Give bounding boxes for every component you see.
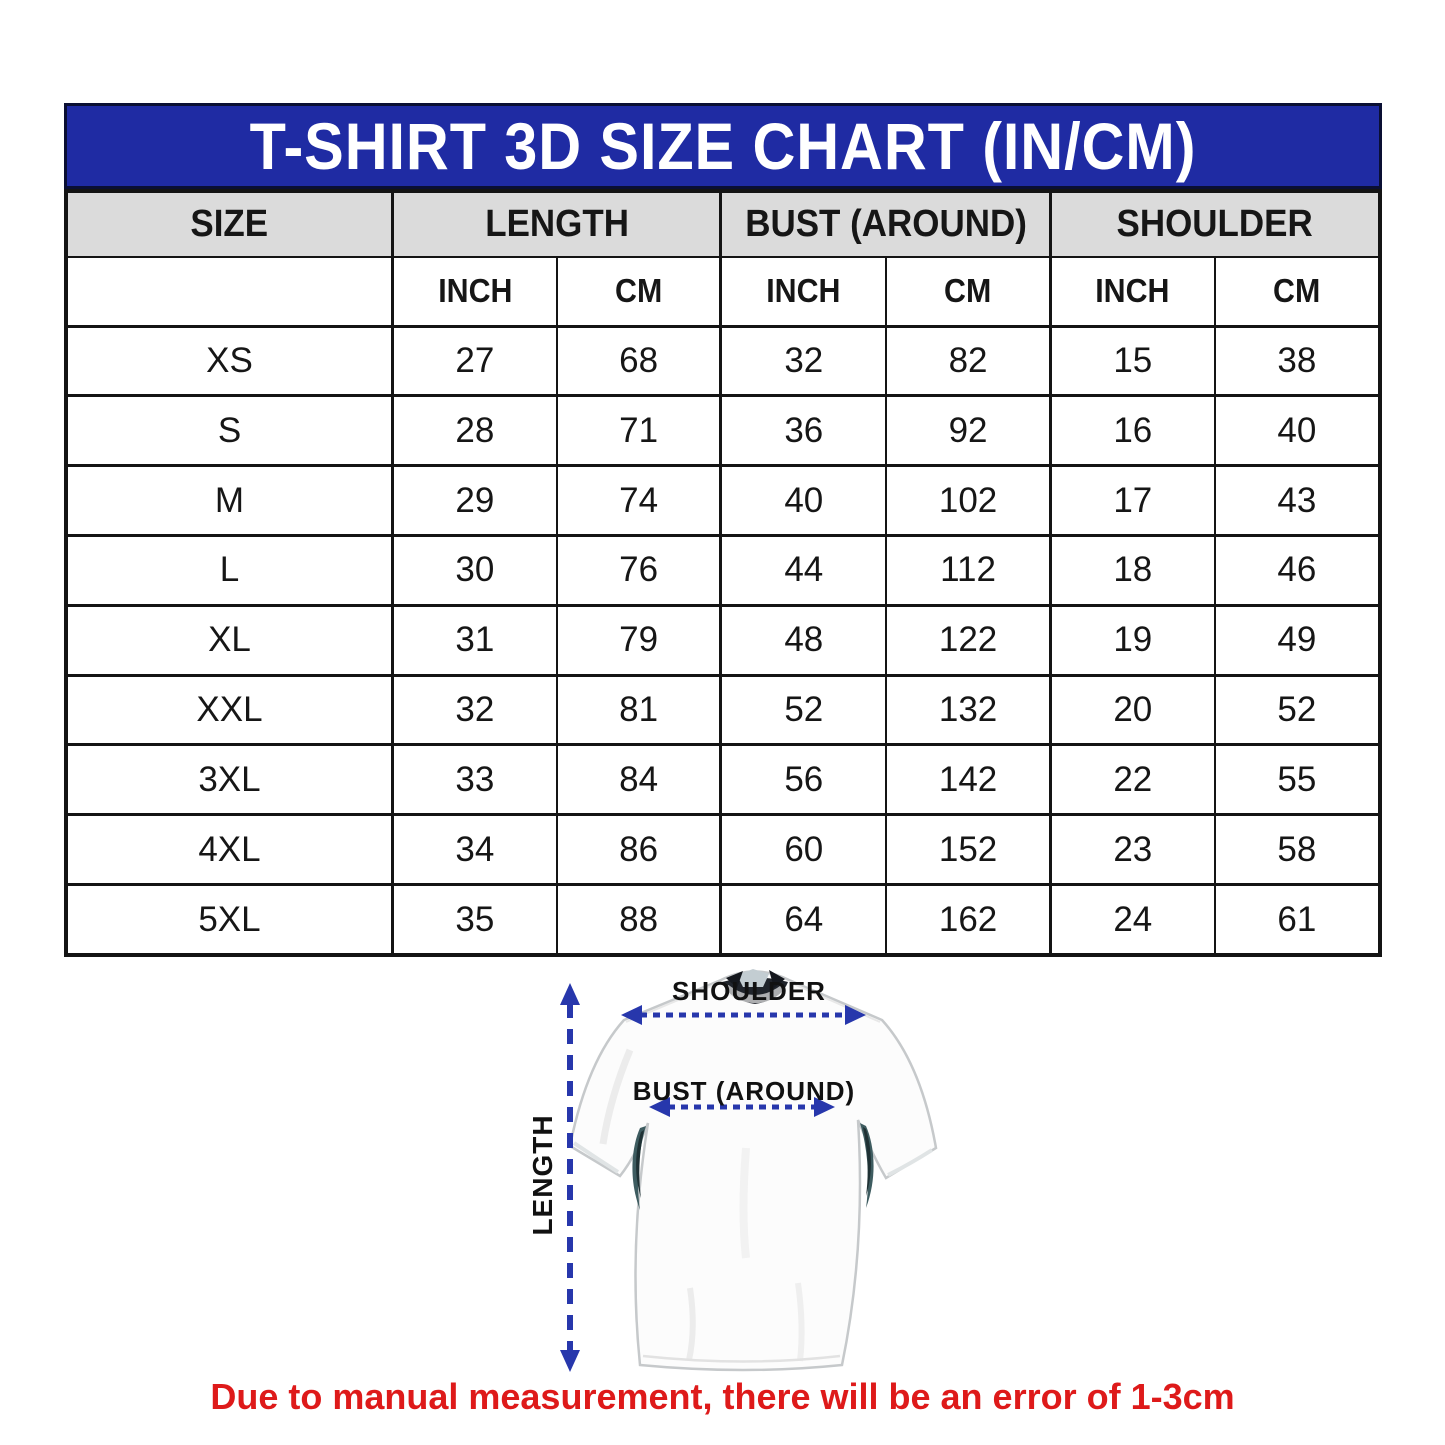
measurement-cell: 30 [392, 536, 556, 606]
measurement-cell: 92 [886, 396, 1050, 466]
measurement-cell: 27 [392, 326, 556, 396]
measurement-cell: 152 [886, 815, 1050, 885]
measurement-cell: 82 [886, 326, 1050, 396]
shoulder-label: SHOULDER [672, 976, 826, 1006]
measurement-cell: 40 [1215, 396, 1380, 466]
size-label-cell: M [66, 466, 392, 536]
measurement-cell: 18 [1050, 536, 1214, 606]
measurement-cell: 132 [886, 675, 1050, 745]
measurement-cell: 56 [721, 745, 886, 815]
size-label-cell: 4XL [66, 815, 392, 885]
measurement-cell: 28 [392, 396, 556, 466]
measurement-cell: 142 [886, 745, 1050, 815]
tshirt-diagram [490, 958, 1130, 1378]
measurement-cell: 112 [886, 536, 1050, 606]
group-header-row [66, 191, 1380, 257]
length-label: LENGTH [527, 1114, 558, 1236]
measurement-cell: 162 [886, 885, 1050, 955]
size-label-cell: 5XL [66, 885, 392, 955]
header-shoulder: SHOULDER [1050, 191, 1380, 257]
measurement-cell: 44 [721, 536, 886, 606]
measurement-cell: 52 [1215, 675, 1380, 745]
table-row [66, 605, 1380, 675]
measurement-cell: 74 [557, 466, 721, 536]
measurement-cell: 24 [1050, 885, 1214, 955]
size-label-cell: XXL [66, 675, 392, 745]
measurement-cell: 35 [392, 885, 556, 955]
measurement-cell: 64 [721, 885, 886, 955]
unit-header-cell: INCH [721, 257, 886, 326]
measurement-cell: 60 [721, 815, 886, 885]
size-label-cell: XS [66, 326, 392, 396]
unit-header-cell: INCH [1050, 257, 1214, 326]
measurement-cell: 68 [557, 326, 721, 396]
tshirt-body [570, 972, 936, 1371]
measurement-cell: 38 [1215, 326, 1380, 396]
measurement-cell: 86 [557, 815, 721, 885]
size-label-cell: 3XL [66, 745, 392, 815]
measurement-cell: 122 [886, 605, 1050, 675]
title-banner [64, 103, 1382, 189]
empty-cell [66, 257, 392, 326]
length-arrow [560, 983, 580, 1372]
measurement-cell: 40 [721, 466, 886, 536]
measurement-cell: 71 [557, 396, 721, 466]
size-label-cell: L [66, 536, 392, 606]
measurement-cell: 79 [557, 605, 721, 675]
page-title: T-SHIRT 3D SIZE CHART (IN/CM) [249, 109, 1197, 183]
measurement-disclaimer: Due to manual measurement, there will be an error of 1-3cm [210, 1376, 1235, 1417]
header-bust: BUST (AROUND) [721, 191, 1050, 257]
size-table-body [66, 191, 1380, 955]
unit-header-row [66, 257, 1380, 326]
tshirt-illustration [490, 958, 1130, 1378]
bust-label: BUST (AROUND) [632, 1076, 856, 1106]
measurement-cell: 48 [721, 605, 886, 675]
measurement-cell: 102 [886, 466, 1050, 536]
measurement-cell: 17 [1050, 466, 1214, 536]
unit-header-cell: CM [886, 257, 1050, 326]
table-row [66, 885, 1380, 955]
measurement-cell: 16 [1050, 396, 1214, 466]
measurement-cell: 15 [1050, 326, 1214, 396]
header-length: LENGTH [392, 191, 720, 257]
table-row [66, 536, 1380, 606]
measurement-cell: 81 [557, 675, 721, 745]
unit-header-cell: CM [1215, 257, 1380, 326]
size-label-cell: S [66, 396, 392, 466]
size-label-cell: XL [66, 605, 392, 675]
table-row [66, 815, 1380, 885]
unit-header-cell: CM [557, 257, 721, 326]
measurement-cell: 20 [1050, 675, 1214, 745]
measurement-cell: 84 [557, 745, 721, 815]
measurement-cell: 34 [392, 815, 556, 885]
measurement-cell: 76 [557, 536, 721, 606]
measurement-cell: 32 [721, 326, 886, 396]
measurement-cell: 55 [1215, 745, 1380, 815]
measurement-cell: 22 [1050, 745, 1214, 815]
table-row [66, 326, 1380, 396]
measurement-cell: 32 [392, 675, 556, 745]
measurement-cell: 29 [392, 466, 556, 536]
measurement-cell: 33 [392, 745, 556, 815]
measurement-cell: 52 [721, 675, 886, 745]
table-row [66, 466, 1380, 536]
measurement-cell: 36 [721, 396, 886, 466]
measurement-cell: 49 [1215, 605, 1380, 675]
measurement-cell: 46 [1215, 536, 1380, 606]
table-row [66, 745, 1380, 815]
unit-header-cell: INCH [392, 257, 556, 326]
table-row [66, 396, 1380, 466]
header-size: SIZE [66, 191, 392, 257]
table-row [66, 675, 1380, 745]
size-table [64, 189, 1382, 957]
measurement-cell: 19 [1050, 605, 1214, 675]
measurement-cell: 43 [1215, 466, 1380, 536]
measurement-cell: 23 [1050, 815, 1214, 885]
measurement-cell: 61 [1215, 885, 1380, 955]
measurement-cell: 31 [392, 605, 556, 675]
measurement-cell: 88 [557, 885, 721, 955]
measurement-cell: 58 [1215, 815, 1380, 885]
